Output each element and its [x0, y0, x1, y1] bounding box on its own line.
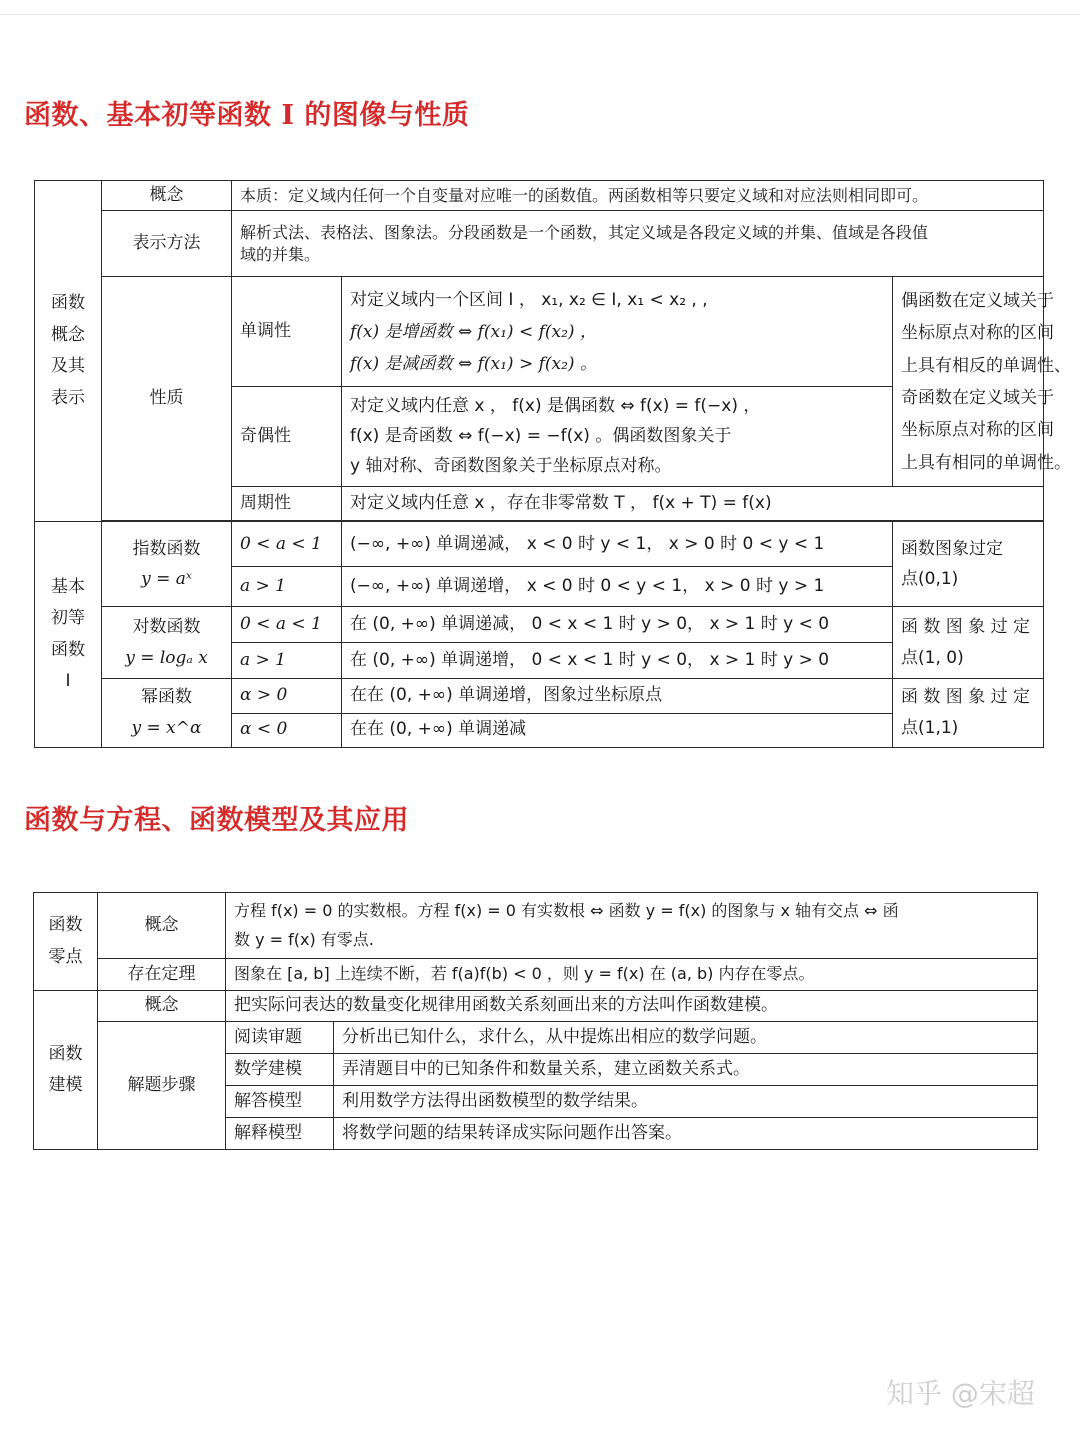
step-text: 弄清题目中的已知条件和数量关系，建立函数关系式。 — [334, 1054, 1038, 1086]
function-properties-table — [34, 180, 1071, 748]
step-text: 将数学问题的结果转译成实际问题作出答案。 — [334, 1118, 1038, 1150]
exp-function-name: 指数函数 y = aˣ — [102, 522, 232, 607]
log-cond-1: 0 < a < 1 — [232, 607, 342, 643]
basic-functions-group-label: 基本 初等 函数 I — [35, 522, 102, 747]
watermark: 知乎 @宋超 — [886, 1377, 1035, 1410]
log-note: 函 数 图 象 过 定 点(1, 0) — [893, 607, 1044, 679]
power-cond-1: α > 0 — [232, 679, 342, 713]
step-text: 分析出已知什么，求什么，从中提炼出相应的数学问题。 — [334, 1022, 1038, 1054]
model-concept-text: 把实际问表达的数量变化规律用函数关系刻画出来的方法叫作函数建模。 — [226, 991, 1038, 1022]
monotonicity-label: 单调性 — [232, 277, 342, 387]
exp-cond-1: 0 < a < 1 — [232, 522, 342, 567]
parity-label: 奇偶性 — [232, 387, 342, 487]
exp-note: 函数图象过定 点(0,1) — [893, 522, 1044, 607]
equation-model-table — [33, 892, 1038, 1150]
period-text: 对定义域内任意 x ，存在非零常数 T ， f(x + T) = f(x) — [342, 487, 1044, 521]
log-cond-2: a > 1 — [232, 643, 342, 679]
top-divider — [0, 14, 1080, 15]
steps-label: 解题步骤 — [98, 1022, 226, 1150]
power-cond-2: α < 0 — [232, 713, 342, 747]
zero-concept-label: 概念 — [98, 893, 226, 959]
model-concept-label: 概念 — [98, 991, 226, 1022]
existence-text: 图象在 [a, b] 上连续不断，若 f(a)f(b) < 0 ，则 y = f(x) 在 (a, b) 内存在零点。 — [226, 959, 1038, 991]
monotonicity-text: 对定义域内一个区间 I ， x₁, x₂ ∈ I, x₁ < x₂ , , f(x) 是增函数 ⇔ f(x₁) < f(x₂) ， f(x) 是减函数 ⇔ f(x₁) > f(x₂) 。 — [342, 277, 893, 387]
power-note: 函 数 图 象 过 定 点(1,1) — [893, 679, 1044, 747]
power-text-2: 在在 (0, +∞) 单调递减 — [342, 713, 893, 747]
concept-group-label: 函数 概念 及其 表示 — [35, 181, 102, 522]
power-function-name: 幂函数 y = x^α — [102, 679, 232, 747]
exp-text-1: (−∞, +∞) 单调递减， x < 0 时 y < 1， x > 0 时 0 < y < 1 — [342, 522, 893, 567]
exp-text-2: (−∞, +∞) 单调递增， x < 0 时 0 < y < 1， x > 0 时 y > 1 — [342, 567, 893, 607]
zero-group-label: 函数 零点 — [34, 893, 98, 991]
zero-concept-text: 方程 f(x) = 0 的实数根。方程 f(x) = 0 有实数根 ⇔ 函数 y = f(x) 的图象与 x 轴有交点 ⇔ 函 数 y = f(x) 有零点. — [226, 893, 1038, 959]
properties-label: 性质 — [102, 277, 232, 521]
step-name: 阅读审题 — [226, 1022, 334, 1054]
step-name: 解释模型 — [226, 1118, 334, 1150]
step-text: 利用数学方法得出函数模型的数学结果。 — [334, 1086, 1038, 1118]
log-text-1: 在 (0, +∞) 单调递减， 0 < x < 1 时 y > 0， x > 1 时 y < 0 — [342, 607, 893, 643]
exp-cond-2: a > 1 — [232, 567, 342, 607]
representation-text: 解析式法、表格法、图象法。分段函数是一个函数，其定义域是各段定义域的并集、值域是各段值 域的并集。 — [232, 211, 1044, 277]
step-name: 数学建模 — [226, 1054, 334, 1086]
concept-text: 本质：定义域内任何一个自变量对应唯一的函数值。两函数相等只要定义域和对应法则相同即可。 — [232, 181, 1044, 211]
period-label: 周期性 — [232, 487, 342, 521]
existence-label: 存在定理 — [98, 959, 226, 991]
concept-label: 概念 — [102, 181, 232, 211]
section1-title: 函数、基本初等函数 I 的图像与性质 — [24, 100, 470, 131]
symmetry-note: 偶函数在定义域关于 坐标原点对称的区间 上具有相反的单调性、 奇函数在定义域关于 坐标原点对称的区间 上具有相同的单调性。 — [893, 277, 1044, 487]
section2-title: 函数与方程、函数模型及其应用 — [24, 805, 409, 836]
power-text-1: 在在 (0, +∞) 单调递增，图象过坐标原点 — [342, 679, 893, 713]
log-function-name: 对数函数 y = logₐ x — [102, 607, 232, 679]
step-name: 解答模型 — [226, 1086, 334, 1118]
log-text-2: 在 (0, +∞) 单调递增， 0 < x < 1 时 y < 0， x > 1 时 y > 0 — [342, 643, 893, 679]
representation-label: 表示方法 — [102, 211, 232, 277]
model-group-label: 函数 建模 — [34, 991, 98, 1150]
parity-text: 对定义域内任意 x ， f(x) 是偶函数 ⇔ f(x) = f(−x) ， f(x) 是奇函数 ⇔ f(−x) = −f(x) 。偶函数图象关于 y 轴对称、奇函数图象关于坐标原点对称。 — [342, 387, 893, 487]
